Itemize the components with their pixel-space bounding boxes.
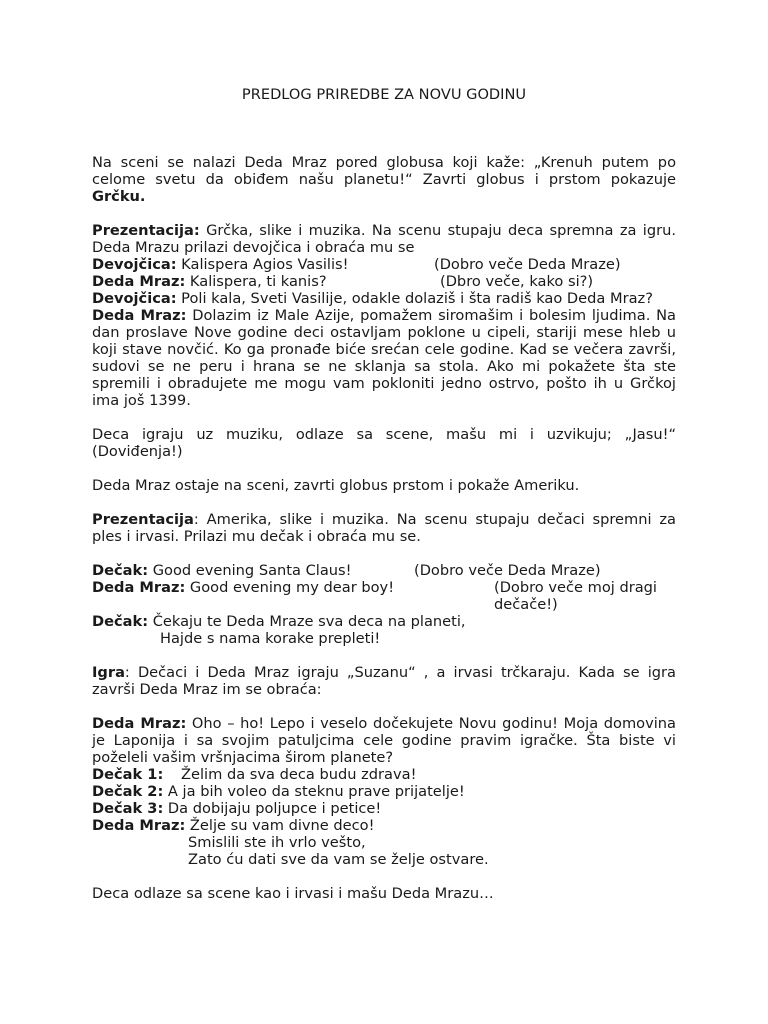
dialogue-text: Good evening my dear boy! [185,579,395,596]
dialogue-text: Oho – ho! Lepo i veselo dočekujete Novu godinu! Moja domovina je Laponija i sa svojim patuljcima cele godine pravim igračke. Šta biste vi poželeli vašim vršnjacima širom planete? [92,715,676,766]
dialogue-text: Dolazim iz Male Azije, pomažem siromašim i bolesim ljudima. Na dan proslave Nove godine deci ostavljam poklone u cipeli, stariji mese hleb u koji stave novčić. Ko ga pronađe biće srećan cele godine. Kad se večera završi, sudovi se ne peru i hrana se ne sklanja sa stola. Ako mi pokažete šta ste spremili i obradujete me mogu vam pokloniti jedno ostrvo, pošto ih u Grčkoj ima još 1399. [92,307,676,409]
dialogue-text: Čekaju te Deda Mraze sva deca na planeti, [148,613,466,630]
dialogue-line [92,290,676,307]
presentation-label: Prezentacija: [92,222,200,239]
intro-text: Na sceni se nalazi Deda Mraz pored globusa koji kaže: „Krenuh putem po celome svetu da obiđem našu planetu!“ Zavrti globus i prstom pokazuje [92,154,676,188]
dialogue-line [92,579,676,613]
speaker-label: Deda Mraz: [92,715,187,732]
closing-direction: Deca odlaze sa scene kao i irvasi i mašu Deda Mrazu… [92,885,494,902]
speaker-label: Dečak 1: [92,766,164,783]
dialogue-text: Good evening Santa Claus! [148,562,352,579]
document-body [92,154,676,902]
dialogue-text: Kalispera Agios Vasilis! [176,256,349,273]
dialogue-text: Da dobijaju poljupce i petice! [163,800,382,817]
translation-text: (Dobro veče Deda Mraze) [434,256,621,273]
speaker-label: Deda Mraz: [92,273,186,290]
speaker-label: Deda Mraz: [92,579,186,596]
dialogue-line [92,817,676,834]
dialogue-continuation: Zato ću dati sve da vam se želje ostvare. [188,851,489,868]
dialogue-line [92,766,676,783]
translation-text: (Dobro veče moj dragi dečače!) [494,579,657,613]
presentation-label: Prezentacija [92,511,194,528]
dialogue-line [92,273,676,290]
speaker-label: Deda Mraz: [92,817,186,834]
dialogue-line [92,800,676,817]
speaker-label: Deda Mraz: [92,307,187,324]
translation-text: (Dobro veče Deda Mraze) [414,562,601,579]
dialogue-text: Poli kala, Sveti Vasilije, odakle dolaziš i šta radiš kao Deda Mraz? [176,290,653,307]
dialogue-text: A ja bih voleo da steknu prave prijatelje! [163,783,465,800]
intro-paragraph [92,154,676,205]
translation-text: (Dbro veče, kako si?) [440,273,594,290]
speaker-label: Devojčica: [92,290,177,307]
document-title: PREDLOG PRIREDBE ZA NOVU GODINU [241,86,527,103]
speaker-label: Dečak 2: [92,783,164,800]
dialogue-line [92,256,676,273]
presentation-america [92,511,676,545]
dialogue-line [92,307,676,409]
presentation-text: : Amerika, slike i muzika. Na scenu stupaju dečaci spremni za ples i irvasi. Prilazi mu dečak i obraća mu se. [92,511,676,545]
dialogue-text: Kalispera, ti kanis? [185,273,327,290]
presentation-text: Grčka, slike i muzika. Na scenu stupaju deca spremna za igru. Deda Mrazu prilazi devojčica i obraća mu se [92,222,676,256]
stage-direction: Deda Mraz ostaje na sceni, zavrti globus prstom i pokaže Ameriku. [92,477,580,494]
dance-text: : Dečaci i Deda Mraz igraju „Suzanu“ , a irvasi trčkaraju. Kada se igra završi Deda Mraz im se obraća: [92,664,676,698]
dance-label: Igra [92,664,125,681]
speaker-label: Dečak: [92,562,149,579]
dance-paragraph [92,664,676,698]
speaker-label: Dečak: [92,613,149,630]
stage-direction: Deca igraju uz muziku, odlaze sa scene, mašu mi i uzvikuju; „Jasu!“ (Doviđenja!) [92,426,676,460]
speaker-label: Devojčica: [92,256,177,273]
dialogue-continuation: Smislili ste ih vrlo vešto, [188,834,366,851]
dialogue-continuation: Hajde s nama korake prepleti! [160,630,381,647]
dialogue-text: Želje su vam divne deco! [185,817,375,834]
intro-bold: Grčku. [92,188,146,205]
dialogue-line [92,613,676,630]
speaker-label: Dečak 3: [92,800,164,817]
dialogue-line [92,783,676,800]
dialogue-line [92,715,676,766]
dialogue-line [92,562,676,579]
dialogue-text: Želim da sva deca budu zdrava! [181,766,417,783]
presentation-greece [92,222,676,256]
